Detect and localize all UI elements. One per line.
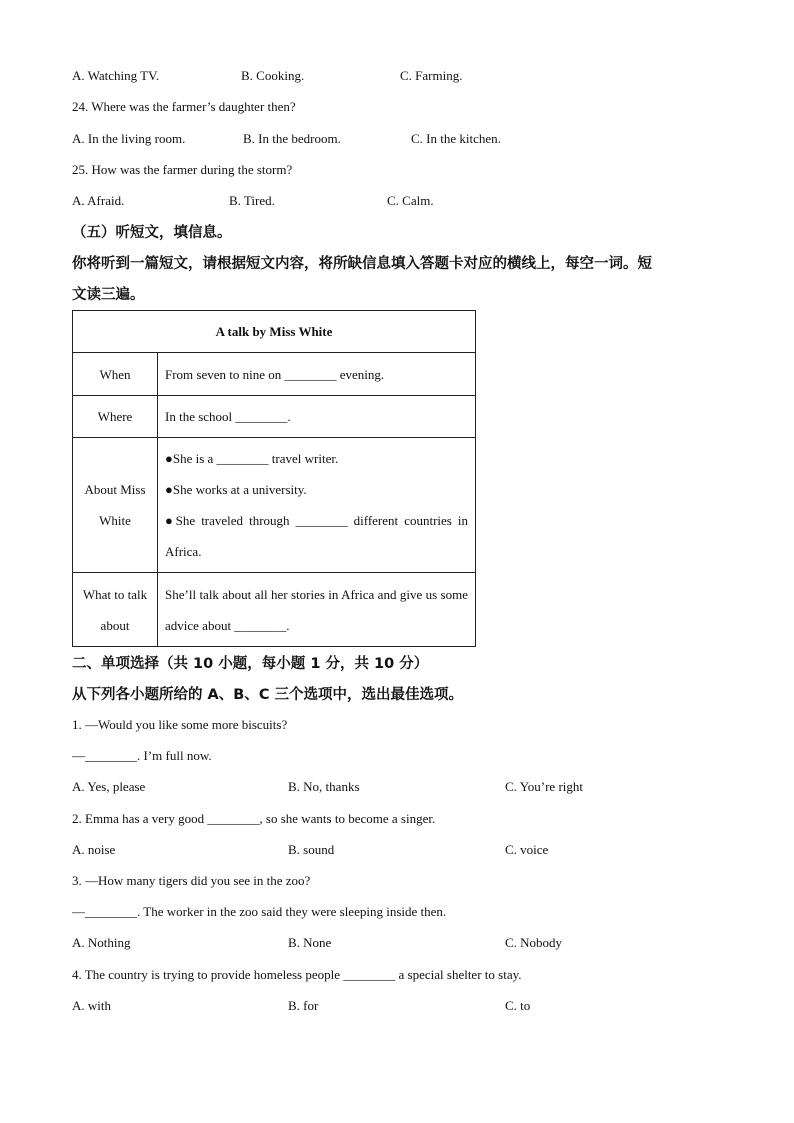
about-line-3: ●She traveled through ________ different countries in Africa.: [165, 513, 468, 559]
q1-option-a: A. Yes, please: [72, 779, 146, 794]
q1-option-c: C. You’re right: [505, 779, 584, 794]
q24-option-b: B. In the bedroom.: [243, 131, 341, 146]
row-label-what: What to talk about: [73, 573, 158, 647]
q4-option-c: C. to: [505, 998, 531, 1013]
q24-option-a: A. In the living room.: [72, 131, 186, 146]
q4-option-a: A. with: [72, 998, 111, 1013]
table-title: A talk by Miss White: [73, 311, 476, 353]
q3-option-c: C. Nobody: [505, 935, 563, 950]
q3-response: —________. The worker in the zoo said they were sleeping inside then.: [72, 904, 447, 919]
row-value-about: [158, 438, 476, 573]
section5-instruction-line1: 你将听到一篇短文，请根据短文内容，将所缺信息填入答题卡对应的横线上，每空一词。短: [72, 256, 652, 272]
q25-question: 25. How was the farmer during the storm?: [72, 162, 293, 177]
q2-option-a: A. noise: [72, 842, 116, 857]
section5-instruction-line2: 文读三遍。: [72, 287, 145, 303]
row-value-when: From seven to nine on ________ evening.: [158, 353, 476, 396]
about-line-1: ●She is a ________ travel writer.: [165, 451, 339, 466]
q2-option-b: B. sound: [288, 842, 335, 857]
q1-response: —________. I’m full now.: [72, 748, 212, 763]
q4-option-b: B. for: [288, 998, 319, 1013]
q25-option-c: C. Calm.: [387, 193, 434, 208]
part2-heading: 二、单项选择（共 10 小题，每小题 1 分，共 10 分）: [72, 656, 429, 672]
q2-option-c: C. voice: [505, 842, 549, 857]
row-label-where: Where: [73, 396, 158, 438]
q23-option-a: A. Watching TV.: [72, 68, 160, 83]
q2-question: 2. Emma has a very good ________, so she wants to become a singer.: [72, 811, 436, 826]
q25-option-a: A. Afraid.: [72, 193, 125, 208]
q3-option-a: A. Nothing: [72, 935, 131, 950]
q25-option-b: B. Tired.: [229, 193, 275, 208]
q24-question: 24. Where was the farmer’s daughter then?: [72, 99, 296, 114]
part2-instruction: 从下列各小题所给的 A、B、C 三个选项中，选出最佳选项。: [72, 687, 464, 703]
q1-option-b: B. No, thanks: [288, 779, 360, 794]
q1-question: 1. —Would you like some more biscuits?: [72, 717, 288, 732]
info-table: [72, 310, 476, 647]
q4-question: 4. The country is trying to provide homeless people ________ a special shelter to stay.: [72, 967, 522, 982]
row-label-about: About Miss White: [73, 438, 158, 573]
q3-question: 3. —How many tigers did you see in the zoo?: [72, 873, 311, 888]
q3-option-b: B. None: [288, 935, 332, 950]
section5-heading: （五）听短文，填信息。: [72, 225, 232, 241]
row-value-what: She’ll talk about all her stories in Africa and give us some advice about ________.: [158, 573, 476, 647]
q24-option-c: C. In the kitchen.: [411, 131, 501, 146]
row-label-when: When: [73, 353, 158, 396]
q23-option-b: B. Cooking.: [241, 68, 305, 83]
q23-option-c: C. Farming.: [400, 68, 463, 83]
about-line-2: ●She works at a university.: [165, 482, 307, 497]
row-value-where: In the school ________.: [158, 396, 476, 438]
